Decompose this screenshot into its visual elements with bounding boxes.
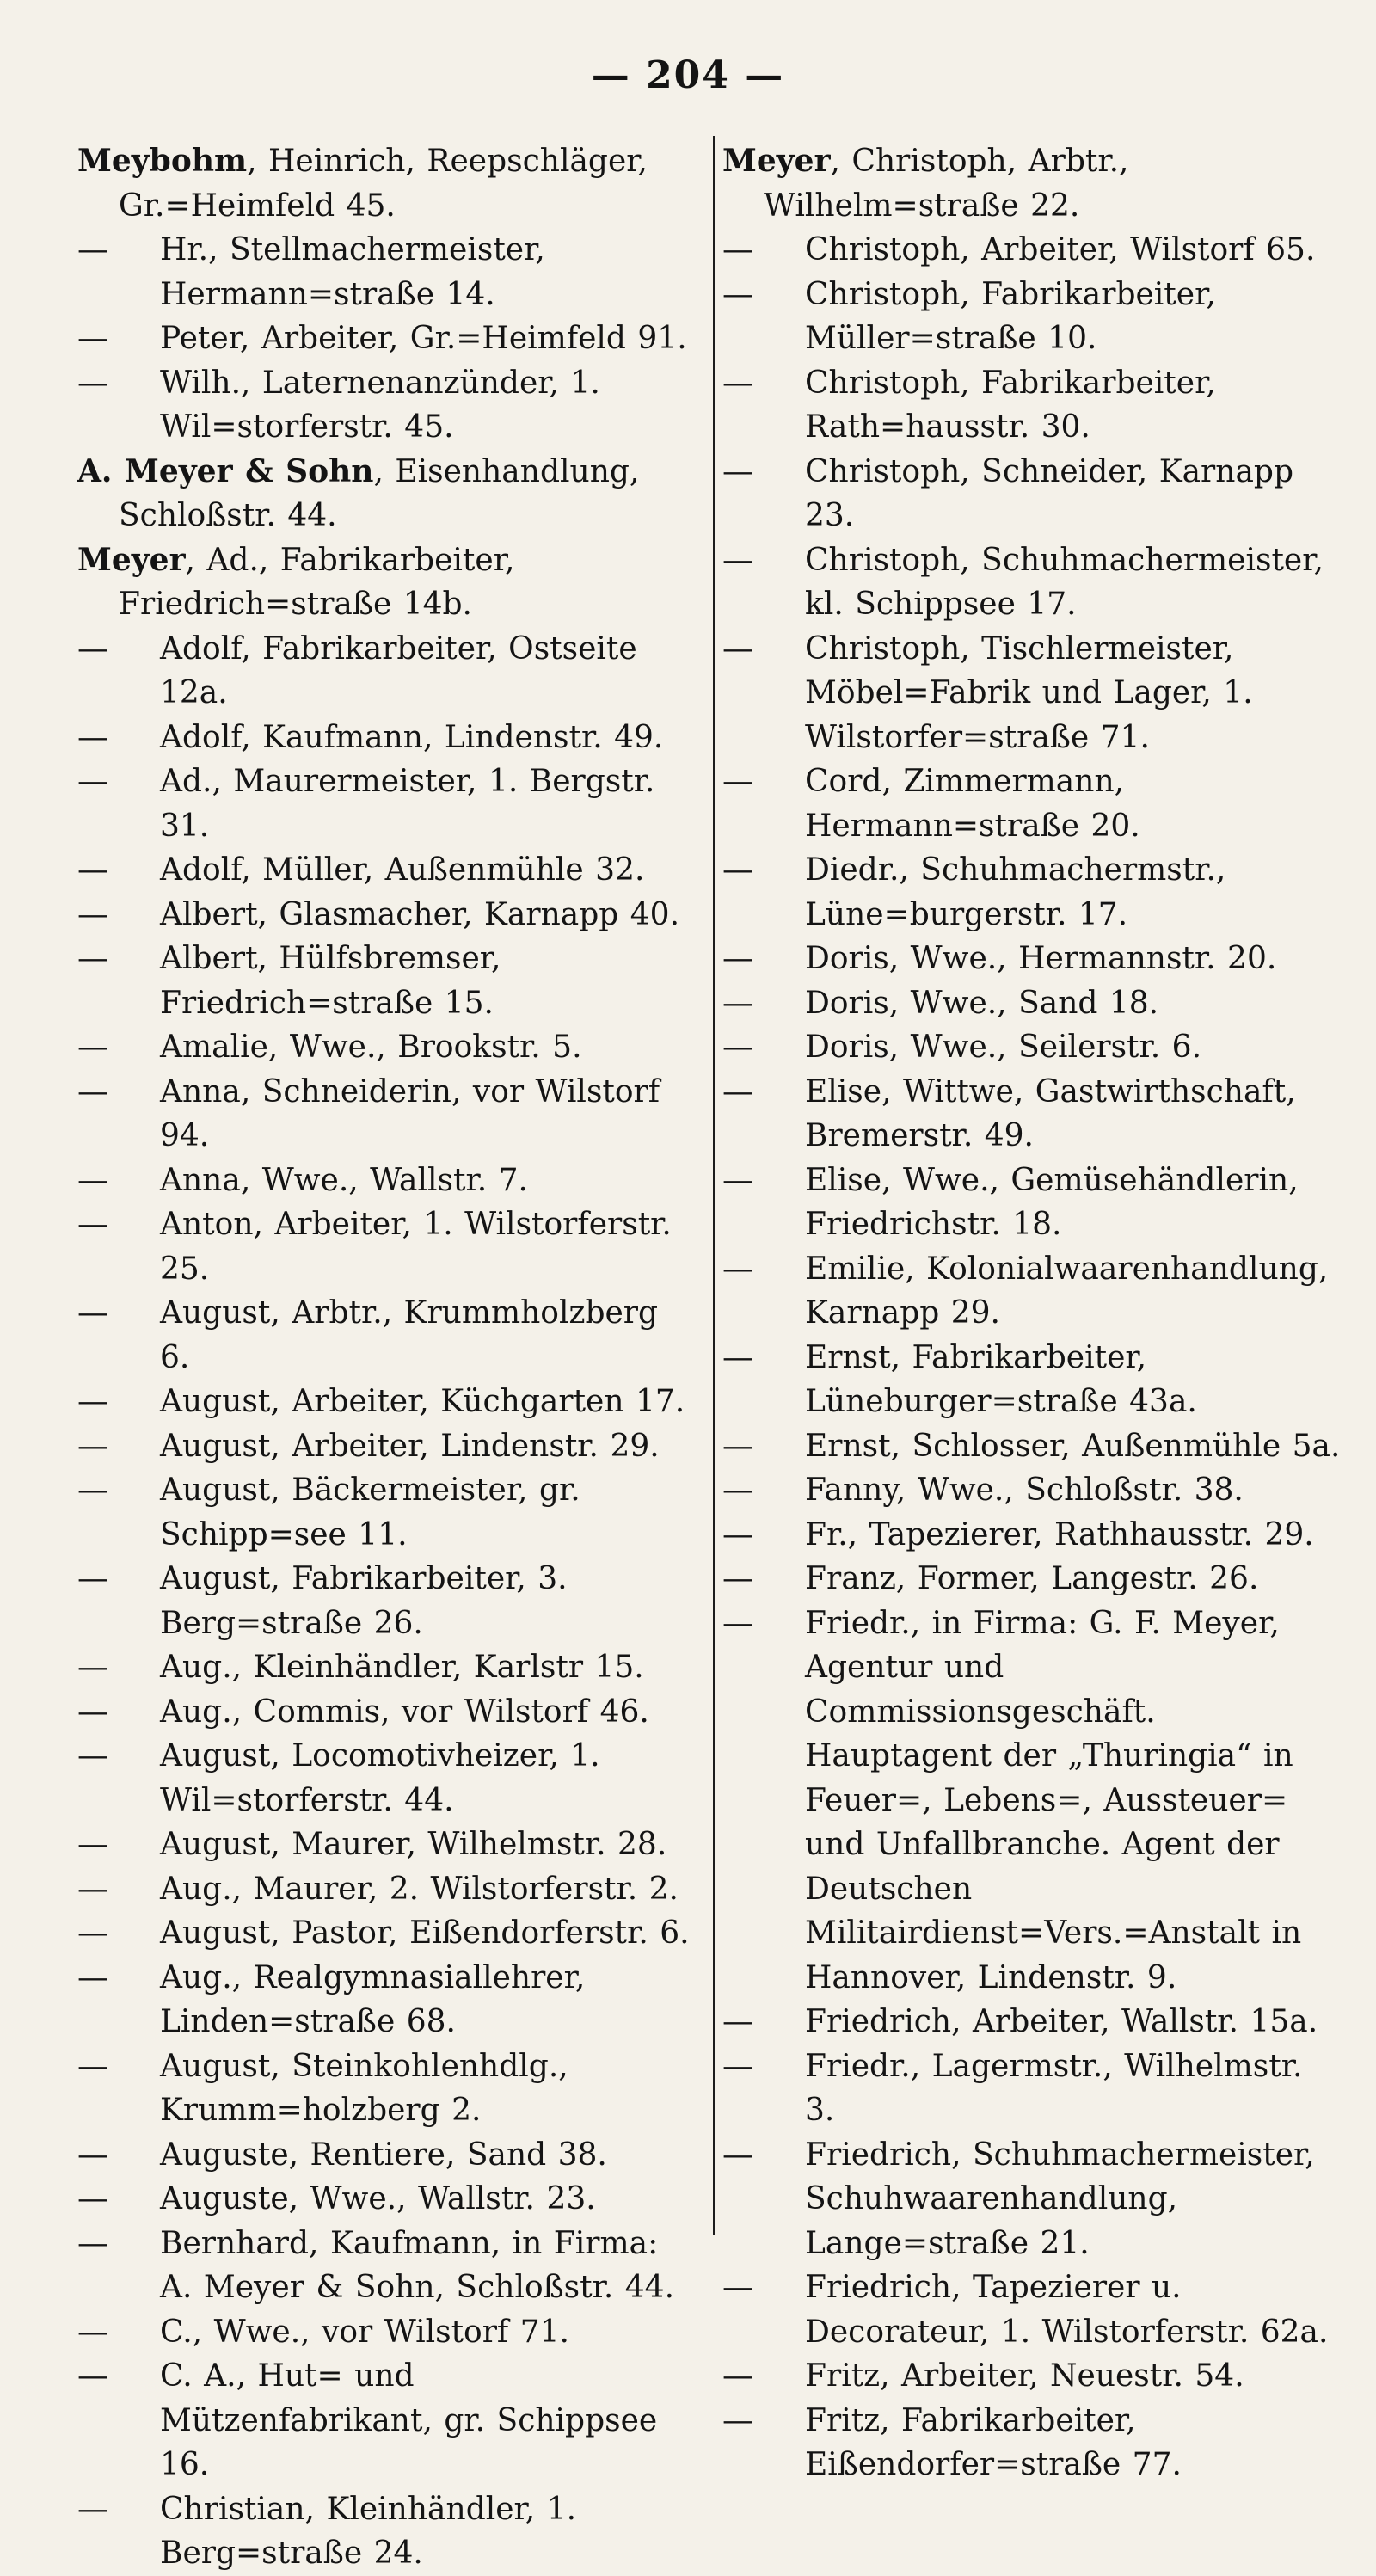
entry-text: August, Maurer, Wilhelmstr. 28. <box>160 1827 667 1862</box>
ditto-dash: — <box>77 1959 108 1995</box>
surname: Meyer <box>722 143 831 179</box>
entry-text: Christoph, Schuhmachermeister, kl. Schippsee 17. <box>805 542 1324 622</box>
entry-text: Cord, Zimmermann, Hermann=straße 20. <box>805 764 1140 844</box>
directory-entry <box>77 893 697 938</box>
ditto-dash: — <box>722 232 753 267</box>
entry-text: , Christoph, Arbtr., Wilhelm=straße 22. <box>764 144 1129 224</box>
surname: A. Meyer & Sohn <box>77 452 374 489</box>
directory-entry <box>722 2266 1342 2354</box>
directory-entry <box>722 937 1342 981</box>
ditto-dash: — <box>77 2181 108 2216</box>
entry-text: Fritz, Arbeiter, Neuestr. 54. <box>805 2358 1244 2394</box>
directory-entry <box>722 1336 1342 1424</box>
ditto-dash: — <box>722 1472 753 1508</box>
ditto-dash: — <box>722 2136 753 2173</box>
directory-entry <box>77 2354 697 2487</box>
directory-entry <box>77 1911 697 1956</box>
entry-text: Adolf, Kaufmann, Lindenstr. 49. <box>160 719 664 755</box>
directory-entry <box>722 1468 1342 1513</box>
directory-entry <box>722 1513 1342 1558</box>
ditto-dash: — <box>77 2314 108 2350</box>
directory-entry <box>722 2133 1342 2266</box>
entry-text: Ad., Maurermeister, 1. Bergstr. 31. <box>160 764 655 844</box>
directory-entry <box>722 2354 1342 2399</box>
directory-entry <box>722 2399 1342 2487</box>
entry-text: C. A., Hut= und Mützenfabrikant, gr. Schippsee 16. <box>160 2358 658 2482</box>
directory-entry <box>77 2044 697 2133</box>
ditto-dash: — <box>722 941 753 976</box>
ditto-dash: — <box>77 232 108 267</box>
ditto-dash: — <box>722 2402 753 2438</box>
directory-entry <box>722 361 1342 450</box>
ditto-dash: — <box>722 2270 753 2305</box>
entry-text: August, Bäckermeister, gr. Schipp=see 11. <box>160 1472 580 1552</box>
ditto-dash: — <box>722 453 753 489</box>
directory-entry <box>77 1823 697 1867</box>
ditto-dash: — <box>722 1339 753 1375</box>
directory-entry <box>722 1247 1342 1336</box>
directory-entry <box>77 627 697 716</box>
ditto-dash: — <box>722 2004 753 2039</box>
directory-entry <box>77 1645 697 1690</box>
entry-text: Ernst, Fabrikarbeiter, Lüneburger=straße 43a. <box>805 1339 1197 1419</box>
ditto-dash: — <box>77 1738 108 1774</box>
ditto-dash: — <box>722 1605 753 1641</box>
directory-entry <box>77 1734 697 1823</box>
entry-text: Adolf, Müller, Außenmühle 32. <box>160 852 645 888</box>
ditto-dash: — <box>77 1650 108 1685</box>
ditto-dash: — <box>77 2358 108 2394</box>
entry-text: Christoph, Fabrikarbeiter, Müller=straße 10. <box>805 276 1216 356</box>
ditto-dash: — <box>722 1516 753 1552</box>
ditto-dash: — <box>77 1384 108 1419</box>
entry-text: Doris, Wwe., Sand 18. <box>805 985 1159 1021</box>
entry-text: Friedrich, Schuhmachermeister, Schuhwaarenhandlung, Lange=straße 21. <box>805 2136 1315 2261</box>
directory-entry <box>77 1468 697 1557</box>
ditto-dash: — <box>77 764 108 799</box>
entry-text: Friedr., Lagermstr., Wilhelmstr. 3. <box>805 2048 1303 2128</box>
ditto-dash: — <box>722 630 753 667</box>
entry-text: Aug., Kleinhändler, Karlstr 15. <box>160 1650 644 1685</box>
entry-text: Albert, Glasmacher, Karnapp 40. <box>160 896 680 932</box>
entry-text: C., Wwe., vor Wilstorf 71. <box>160 2314 569 2350</box>
directory-entry <box>77 1424 697 1469</box>
directory-entry <box>77 2310 697 2355</box>
entry-text: Hr., Stellmachermeister, Hermann=straße 14. <box>160 232 545 312</box>
ditto-dash: — <box>77 2491 108 2527</box>
ditto-dash: — <box>77 1561 108 1596</box>
entry-text: Christian, Kleinhändler, 1. Berg=straße 24. <box>160 2491 577 2571</box>
directory-entry <box>77 2133 697 2178</box>
entry-text: Christoph, Schneider, Karnapp 23. <box>805 453 1293 533</box>
directory-heading-entry <box>722 139 1342 228</box>
directory-entry <box>77 1867 697 1912</box>
entry-text: Auguste, Wwe., Wallstr. 23. <box>160 2181 596 2216</box>
directory-entry <box>77 228 697 317</box>
ditto-dash: — <box>77 1162 108 1198</box>
entry-text: August, Fabrikarbeiter, 3. Berg=straße 26. <box>160 1561 568 1641</box>
entry-text: Christoph, Fabrikarbeiter, Rath=hausstr. 30. <box>805 365 1216 445</box>
directory-entry <box>722 1602 1342 2001</box>
entry-text: Albert, Hülfsbremser, Friedrich=straße 15. <box>160 941 501 1021</box>
entry-text: August, Arbeiter, Küchgarten 17. <box>160 1384 685 1419</box>
directory-entry <box>77 1159 697 1203</box>
entry-text: Anna, Wwe., Wallstr. 7. <box>160 1162 528 1198</box>
directory-entry <box>722 2044 1342 2133</box>
entry-text: Ernst, Schlosser, Außenmühle 5a. <box>805 1428 1341 1464</box>
directory-entry <box>722 1025 1342 1070</box>
directory-entry <box>77 848 697 893</box>
ditto-dash: — <box>722 2358 753 2394</box>
ditto-dash: — <box>722 1162 753 1198</box>
directory-entry <box>77 716 697 760</box>
ditto-dash: — <box>722 1030 753 1065</box>
directory-entry <box>722 273 1342 361</box>
directory-entry <box>77 1956 697 2044</box>
entry-text: , Eisenhandlung, Schloßstr. 44. <box>119 453 640 533</box>
ditto-dash: — <box>722 2048 753 2084</box>
entry-text: Friedr., in Firma: G. F. Meyer, Agentur und Commissionsgeschäft. Hauptagent der „Thuringia“ in Feuer=, Lebens=, Aussteuer= und Unfallbranche. Agent der Deutschen Militairdienst=Vers.=Anstalt in Hannover, Lindenstr. 9. <box>805 1605 1302 1995</box>
entry-text: Emilie, Kolonialwaarenhandlung, Karnapp 29. <box>805 1251 1329 1331</box>
directory-entry <box>722 759 1342 848</box>
ditto-dash: — <box>722 542 753 578</box>
directory-entry <box>722 1424 1342 1469</box>
entry-text: Peter, Arbeiter, Gr.=Heimfeld 91. <box>160 321 687 356</box>
directory-entry <box>77 2487 697 2576</box>
ditto-dash: — <box>77 1871 108 1907</box>
ditto-dash: — <box>77 365 108 401</box>
directory-entry <box>77 937 697 1025</box>
left-column <box>77 139 697 2576</box>
ditto-dash: — <box>77 1915 108 1951</box>
ditto-dash: — <box>722 1561 753 1596</box>
directory-entry <box>77 1380 697 1424</box>
entry-text: Fr., Tapezierer, Rathhausstr. 29. <box>805 1516 1314 1552</box>
directory-entry <box>722 228 1342 273</box>
surname: Meybohm <box>77 143 248 179</box>
directory-entry <box>77 1690 697 1735</box>
entry-text: Anna, Schneiderin, vor Wilstorf 94. <box>160 1073 660 1153</box>
entry-text: , Ad., Fabrikarbeiter, Friedrich=straße 14b. <box>119 542 515 622</box>
ditto-dash: — <box>77 2048 108 2084</box>
directory-entry <box>77 759 697 848</box>
ditto-dash: — <box>77 1428 108 1464</box>
directory-entry <box>77 2177 697 2222</box>
directory-heading-entry <box>77 139 697 228</box>
page-number: — 204 — <box>591 53 785 97</box>
entry-text: Auguste, Rentiere, Sand 38. <box>160 2136 607 2173</box>
entry-text: Adolf, Fabrikarbeiter, Ostseite 12a. <box>160 630 637 710</box>
directory-entry <box>722 1159 1342 1247</box>
directory-entry <box>722 1557 1342 1602</box>
entry-text: Doris, Wwe., Seilerstr. 6. <box>805 1030 1202 1065</box>
ditto-dash: — <box>722 276 753 312</box>
entry-text: Elise, Wwe., Gemüsehändlerin, Friedrichstr. 18. <box>805 1162 1299 1242</box>
ditto-dash: — <box>77 1207 108 1242</box>
entry-text: Christoph, Arbeiter, Wilstorf 65. <box>805 232 1316 267</box>
ditto-dash: — <box>722 985 753 1021</box>
entry-text: , Heinrich, Reepschläger, Gr.=Heimfeld 45. <box>119 144 648 224</box>
entry-text: August, Arbeiter, Lindenstr. 29. <box>160 1428 660 1464</box>
ditto-dash: — <box>77 1295 108 1331</box>
directory-entry <box>722 450 1342 538</box>
entry-text: Doris, Wwe., Hermannstr. 20. <box>805 941 1277 976</box>
entry-text: Fritz, Fabrikarbeiter, Eißendorfer=straße 77. <box>805 2402 1182 2482</box>
directory-entry <box>77 317 697 361</box>
ditto-dash: — <box>722 1073 753 1110</box>
entry-text: Franz, Former, Langestr. 26. <box>805 1561 1259 1596</box>
entry-text: Bernhard, Kaufmann, in Firma: A. Meyer & Sohn, Schloßstr. 44. <box>160 2225 675 2305</box>
ditto-dash: — <box>77 1694 108 1730</box>
directory-entry <box>722 627 1342 760</box>
entry-text: Friedrich, Tapezierer u. Decorateur, 1. Wilstorferstr. 62a. <box>805 2270 1329 2350</box>
entry-text: August, Arbtr., Krummholzberg 6. <box>160 1295 659 1375</box>
directory-heading-entry <box>77 450 697 538</box>
ditto-dash: — <box>77 321 108 356</box>
ditto-dash: — <box>77 719 108 755</box>
entry-text: Diedr., Schuhmachermstr., Lüne=burgerstr. 17. <box>805 852 1226 932</box>
directory-entry <box>722 2000 1342 2044</box>
directory-entry <box>77 1557 697 1645</box>
ditto-dash: — <box>77 2136 108 2173</box>
directory-entry <box>722 1070 1342 1159</box>
ditto-dash: — <box>722 1428 753 1464</box>
ditto-dash: — <box>77 896 108 932</box>
directory-entry <box>722 848 1342 937</box>
ditto-dash: — <box>722 365 753 401</box>
entry-text: Aug., Commis, vor Wilstorf 46. <box>160 1694 649 1730</box>
directory-entry <box>722 981 1342 1026</box>
entry-text: Anton, Arbeiter, 1. Wilstorferstr. 25. <box>160 1207 672 1287</box>
entry-text: August, Locomotivheizer, 1. Wil=storferstr. 44. <box>160 1738 600 1818</box>
entry-text: Wilh., Laternenanzünder, 1. Wil=storferstr. 45. <box>160 365 600 445</box>
directory-entry <box>722 538 1342 627</box>
surname: Meyer <box>77 541 186 578</box>
ditto-dash: — <box>77 1030 108 1065</box>
ditto-dash: — <box>722 764 753 799</box>
entry-text: Elise, Wittwe, Gastwirthschaft, Bremerstr. 49. <box>805 1073 1296 1153</box>
directory-entry <box>77 1025 697 1070</box>
entry-text: August, Steinkohlenhdlg., Krumm=holzberg 2. <box>160 2048 568 2128</box>
entry-text: Friedrich, Arbeiter, Wallstr. 15a. <box>805 2004 1318 2039</box>
ditto-dash: — <box>77 852 108 888</box>
ditto-dash: — <box>77 2225 108 2261</box>
entry-text: Aug., Realgymnasiallehrer, Linden=straße 68. <box>160 1959 586 2039</box>
ditto-dash: — <box>77 1472 108 1508</box>
ditto-dash: — <box>77 941 108 976</box>
directory-entry <box>77 1202 697 1291</box>
directory-entry <box>77 2222 697 2310</box>
directory-heading-entry <box>77 538 697 627</box>
ditto-dash: — <box>722 1251 753 1287</box>
entry-text: Aug., Maurer, 2. Wilstorferstr. 2. <box>160 1871 679 1907</box>
ditto-dash: — <box>77 630 108 667</box>
ditto-dash: — <box>77 1073 108 1110</box>
entry-text: Fanny, Wwe., Schloßstr. 38. <box>805 1472 1244 1508</box>
directory-entry <box>77 1070 697 1159</box>
directory-entry <box>77 361 697 450</box>
right-column <box>722 139 1342 2487</box>
entry-text: Christoph, Tischlermeister, Möbel=Fabrik und Lager, 1. Wilstorfer=straße 71. <box>805 630 1253 755</box>
ditto-dash: — <box>77 1827 108 1862</box>
ditto-dash: — <box>722 852 753 888</box>
entry-text: Amalie, Wwe., Brookstr. 5. <box>160 1030 582 1065</box>
directory-entry <box>77 1291 697 1380</box>
entry-text: August, Pastor, Eißendorferstr. 6. <box>160 1915 690 1951</box>
column-divider <box>713 136 715 2235</box>
